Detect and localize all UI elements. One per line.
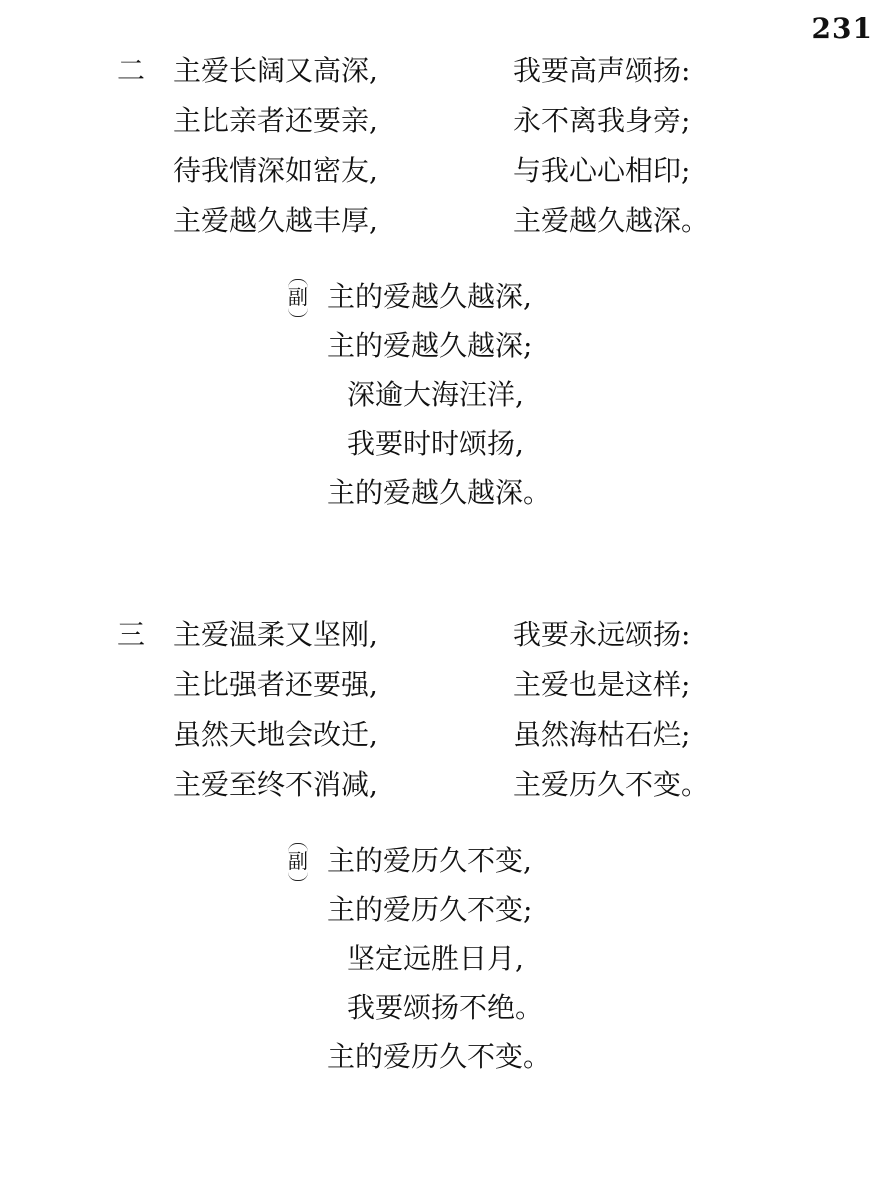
verse-number: 三 xyxy=(117,618,146,651)
chorus-line: 坚定远胜日月, xyxy=(347,942,524,975)
chorus-line: 我要颂扬不绝。 xyxy=(347,991,544,1024)
verse-line-left: 主爱长阔又高深, xyxy=(173,54,378,87)
verse-line-left: 待我情深如密友, xyxy=(173,154,378,187)
verse-line-left: 主爱越久越丰厚, xyxy=(173,204,378,237)
verse-line-left: 虽然天地会改迁, xyxy=(173,718,378,751)
verse-line-left: 主比亲者还要亲, xyxy=(173,104,378,137)
chorus-marker: 副 xyxy=(284,843,312,879)
verse-line-right: 永不离我身旁; xyxy=(513,104,691,137)
verse-line-right: 我要永远颂扬: xyxy=(513,618,691,651)
chorus-line: 主的爱历久不变; xyxy=(327,893,533,926)
page-number: 231 xyxy=(811,12,873,45)
chorus-line: 主的爱历久不变, xyxy=(327,844,532,877)
verse-line-right: 主爱越久越深。 xyxy=(513,204,710,237)
verse-line-right: 主爱历久不变。 xyxy=(513,768,710,801)
chorus-line: 我要时时颂扬, xyxy=(347,427,524,460)
chorus-marker: 副 xyxy=(284,279,312,315)
chorus-line: 主的爱越久越深。 xyxy=(327,476,552,509)
chorus-line: 主的爱越久越深; xyxy=(327,329,533,362)
verse-line-left: 主爱至终不消减, xyxy=(173,768,378,801)
verse-line-right: 虽然海枯石烂; xyxy=(513,718,691,751)
verse-line-right: 我要高声颂扬: xyxy=(513,54,691,87)
verse-line-left: 主比强者还要强, xyxy=(173,668,378,701)
chorus-line: 主的爱历久不变。 xyxy=(327,1040,552,1073)
verse-line-left: 主爱温柔又坚刚, xyxy=(173,618,378,651)
chorus-line: 深逾大海汪洋, xyxy=(347,378,524,411)
verse-line-right: 与我心心相印; xyxy=(513,154,691,187)
verse-line-right: 主爱也是这样; xyxy=(513,668,691,701)
chorus-line: 主的爱越久越深, xyxy=(327,280,532,313)
verse-number: 二 xyxy=(117,54,146,87)
